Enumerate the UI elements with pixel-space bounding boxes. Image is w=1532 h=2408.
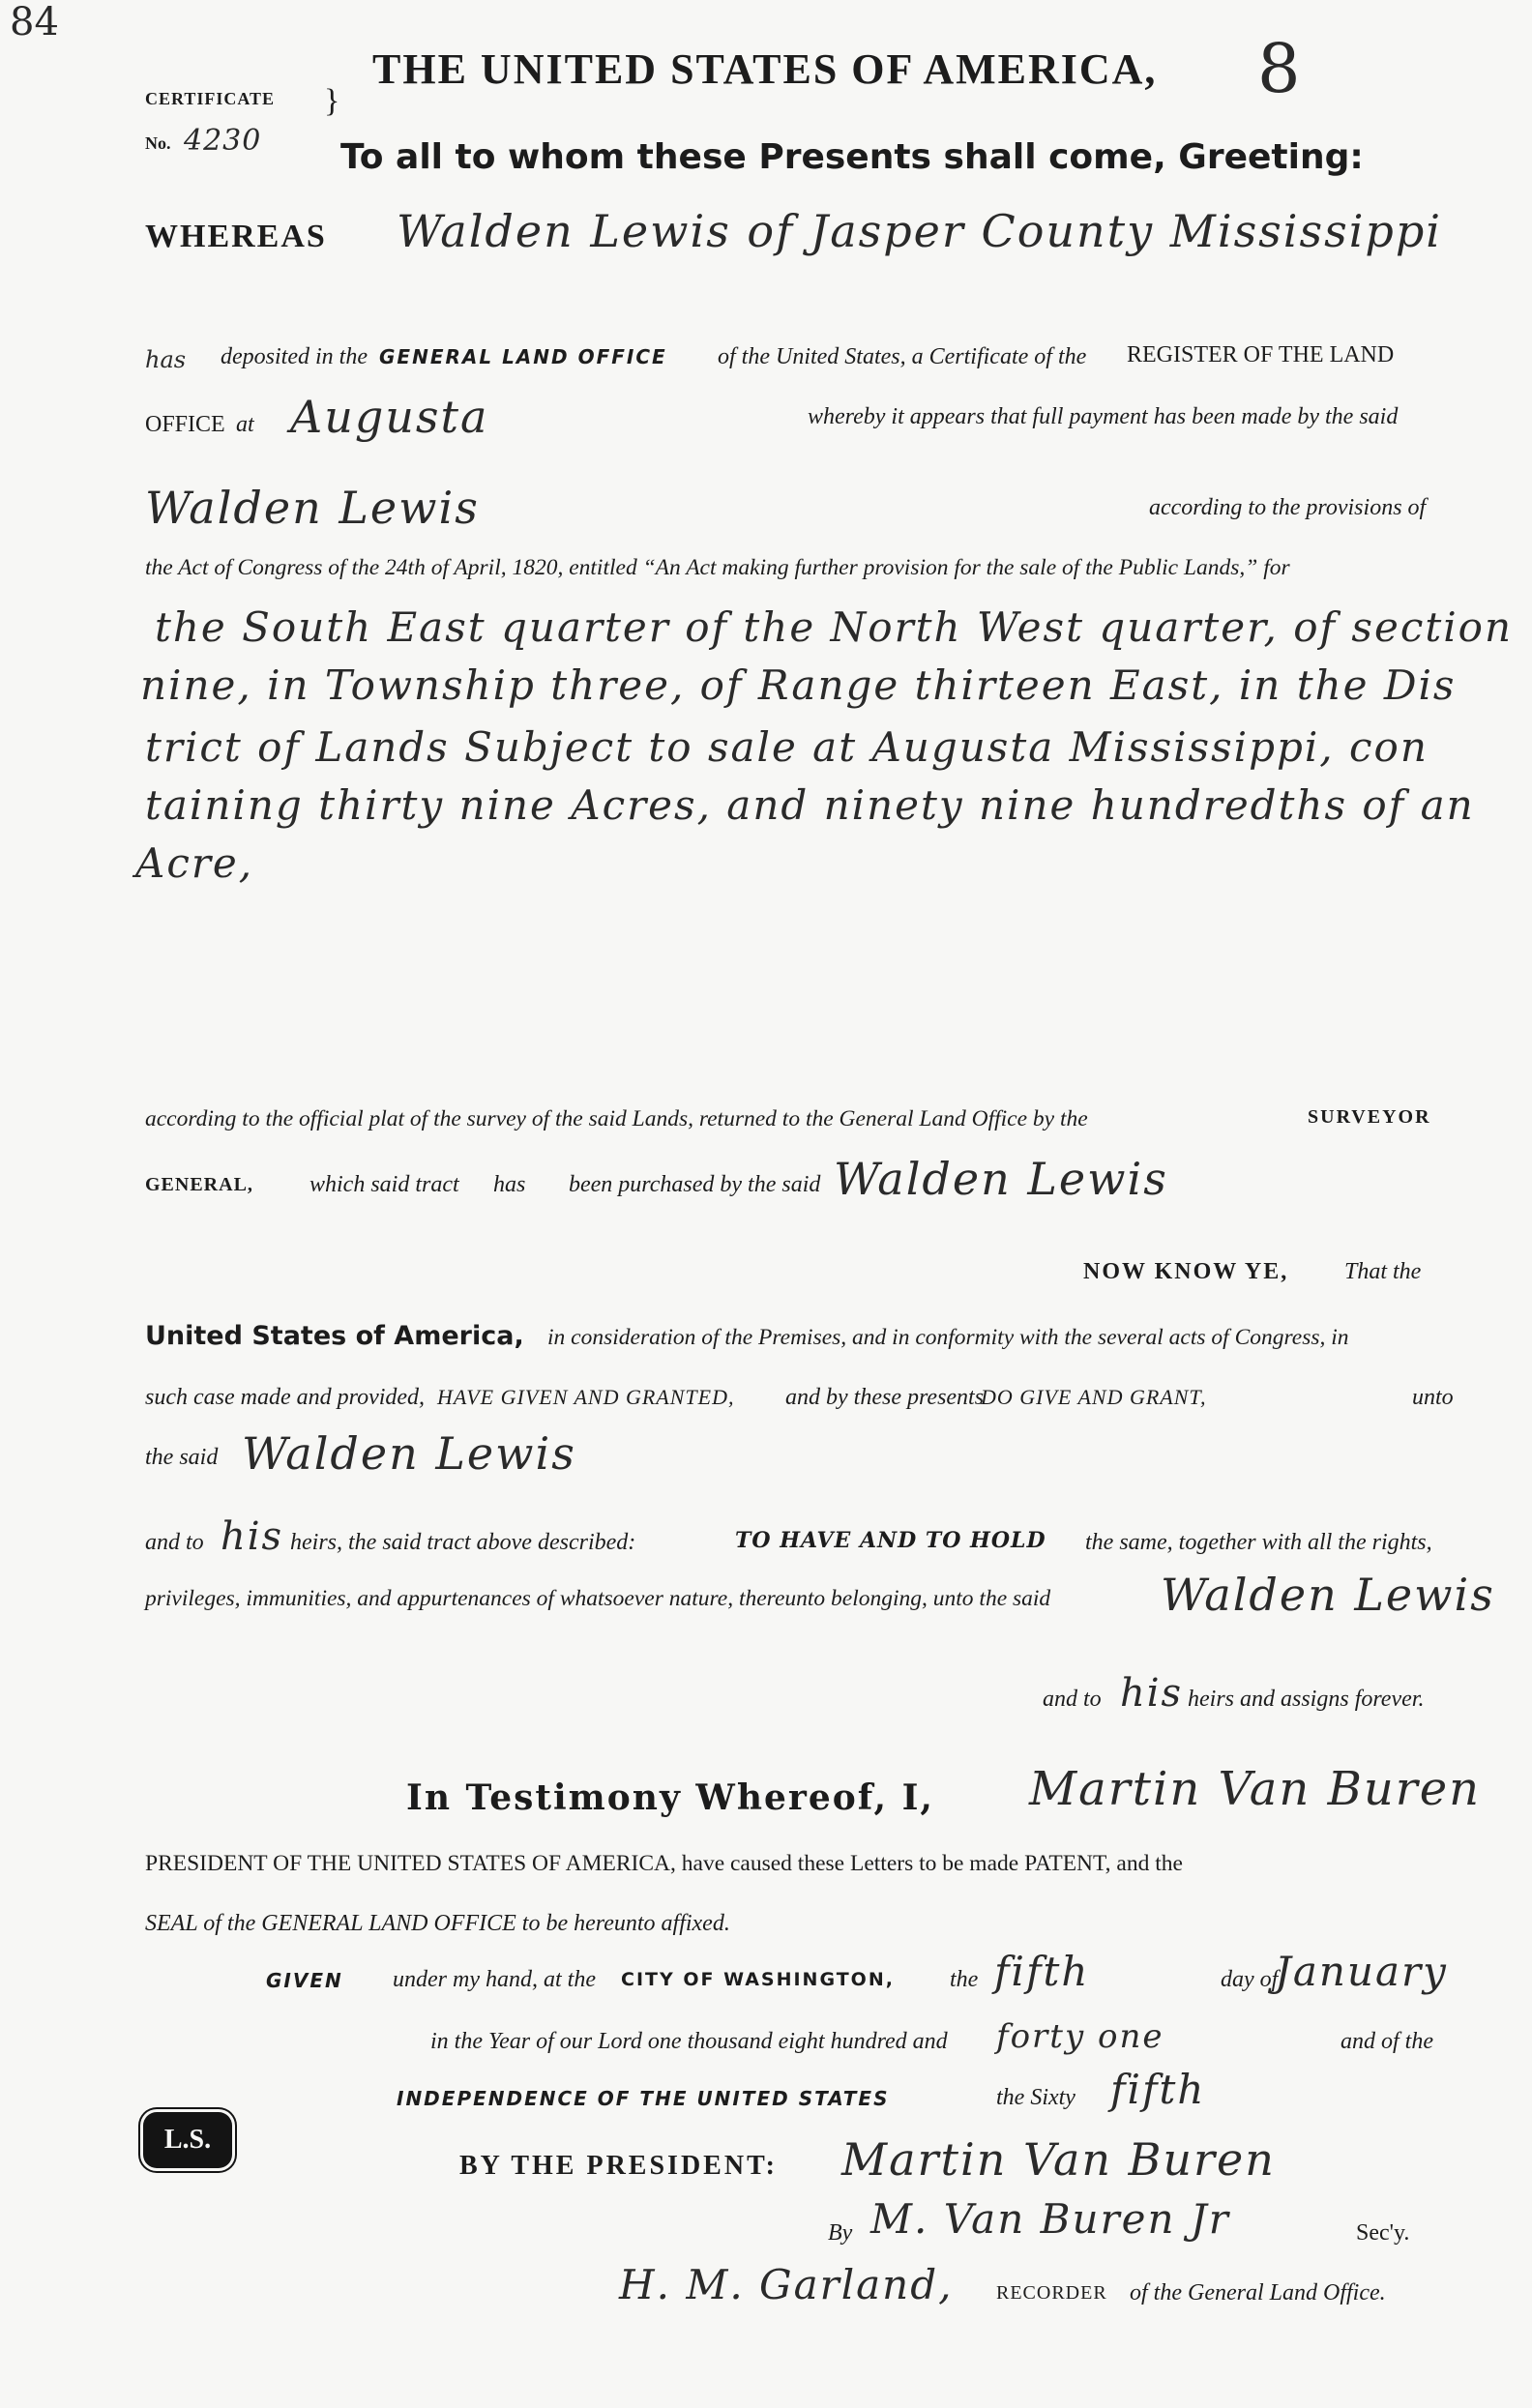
day-value: fifth: [994, 1948, 1090, 1995]
in-testimony-text: In Testimony Whereof, I,: [406, 1777, 934, 1818]
such-case-text: such case made and provided,: [145, 1385, 426, 1410]
recorder-label: RECORDER: [996, 2282, 1107, 2304]
to-have-and-to-hold: TO HAVE AND TO HOLD: [735, 1528, 1046, 1553]
register-text: REGISTER OF THE LAND: [1127, 342, 1395, 367]
and-to-text-2: and to: [1043, 1687, 1102, 1712]
land-description-line: the South East quarter of the North West quarter, of section: [155, 603, 1514, 651]
certificate-label: CERTIFICATE: [145, 89, 276, 108]
plat-has: has: [493, 1172, 526, 1197]
unto-text: unto: [1412, 1385, 1454, 1410]
do-give-text: DO GIVE AND GRANT,: [981, 1385, 1207, 1409]
by-these-text: and by these presents: [785, 1385, 985, 1410]
president-signature-2: Martin Van Buren: [841, 2133, 1276, 2186]
payer-name: Walden Lewis: [145, 482, 480, 534]
purchaser-name: Walden Lewis: [834, 1153, 1168, 1205]
given-text: GIVEN: [266, 1969, 343, 1992]
has-word: has: [145, 346, 187, 373]
bracket-mark: }: [324, 83, 340, 119]
whereas-label: WHEREAS: [145, 219, 327, 254]
by-text: By: [828, 2220, 853, 2246]
grantee-line: Walden Lewis of Jasper County Mississippi: [397, 205, 1443, 257]
under-hand-text: under my hand, at the: [393, 1967, 596, 1992]
month-value: January: [1275, 1948, 1448, 1995]
deposit-text-1: deposited in the: [221, 344, 368, 369]
that-the-text: That the: [1344, 1259, 1422, 1284]
seal-ls: [143, 2112, 232, 2168]
privileges-text: privileges, immunities, and appurtenances of whatsoever nature, thereunto belonging, unto the said: [145, 1586, 1051, 1611]
president-signature: Martin Van Buren: [1029, 1762, 1482, 1816]
testimony-line-1: PRESIDENT OF THE UNITED STATES OF AMERICA, have caused these Letters to be made PATENT, and the: [145, 1851, 1183, 1876]
grantee-name: Walden Lewis: [242, 1427, 576, 1480]
assigns-text: heirs and assigns forever.: [1188, 1687, 1425, 1712]
sixty-value: fifth: [1110, 2066, 1206, 2113]
glo-text: GENERAL LAND OFFICE: [379, 345, 667, 368]
independence-text: INDEPENDENCE OF THE UNITED STATES: [397, 2087, 890, 2110]
page-number: 84: [10, 0, 59, 44]
act-text: the Act of Congress of the 24th of April, 1820, entitled “An Act making further provision for the sale of the Public Lands,” for: [145, 555, 1290, 580]
the-said-text: the said: [145, 1445, 219, 1470]
land-description-line: nine, in Township three, of Range thirteen East, in the Dis: [140, 661, 1457, 709]
consideration-text: in consideration of the Premises, and in conformity with the several acts of Congress, in: [547, 1325, 1349, 1350]
whereby-text: whereby it appears that full payment has been made by the said: [808, 404, 1399, 429]
corner-mark: 8: [1257, 29, 1303, 108]
same-text: the same, together with all the rights,: [1085, 1530, 1432, 1555]
certificate-number: 4230: [184, 124, 262, 158]
land-description-line: trict of Lands Subject to sale at Augusta Mississippi, con: [145, 723, 1429, 771]
office-text: OFFICE: [145, 412, 225, 437]
land-description-line: Acre,: [135, 839, 254, 887]
plat-text-3: been purchased by the said: [569, 1172, 821, 1197]
heirs-text: heirs, the said tract above described:: [290, 1530, 636, 1555]
day-of-text: day of: [1221, 1967, 1279, 1992]
year-value: forty one: [996, 2017, 1164, 2056]
plat-text-2: which said tract: [309, 1172, 459, 1197]
have-given-text: HAVE GIVEN AND GRANTED,: [437, 1385, 735, 1409]
provisions-text: according to the provisions of: [1149, 495, 1427, 520]
general-text: GENERAL,: [145, 1174, 253, 1195]
testimony-line-2: SEAL of the GENERAL LAND OFFICE to be hereunto affixed.: [145, 1911, 730, 1936]
his-2: his: [1120, 1671, 1184, 1716]
by-the-president: BY THE PRESIDENT:: [459, 2151, 778, 2181]
land-description-line: taining thirty nine Acres, and ninety nine hundredths of an: [145, 781, 1475, 829]
plat-text-1: according to the official plat of the survey of the said Lands, returned to the General Land Office by the: [145, 1106, 1088, 1131]
salutation: To all to whom these Presents shall come, Greeting:: [340, 137, 1364, 177]
usa-text: United States of America,: [145, 1321, 524, 1351]
secy-text: Sec'y.: [1356, 2220, 1410, 2246]
and-of-the-text: and of the: [1340, 2029, 1433, 2054]
grantee-name-2: Walden Lewis: [1161, 1569, 1495, 1621]
year-text: in the Year of our Lord one thousand eight hundred and: [430, 2029, 948, 2054]
the-sixty-text: the Sixty: [996, 2085, 1075, 2110]
recorder-rest: of the General Land Office.: [1130, 2280, 1386, 2305]
land-office-place: Augusta: [290, 391, 489, 443]
the-text: the: [950, 1967, 979, 1992]
seal-ls-text: L.S.: [163, 2125, 212, 2155]
at-text: at: [236, 412, 254, 437]
now-know-ye: NOW KNOW YE,: [1083, 1259, 1289, 1284]
document-title: THE UNITED STATES OF AMERICA,: [372, 45, 1158, 93]
recorder-signature: H. M. Garland,: [619, 2261, 954, 2308]
his-1: his: [221, 1514, 284, 1559]
surveyor-text: SURVEYOR: [1308, 1106, 1431, 1128]
city-text: CITY OF WASHINGTON,: [621, 1969, 895, 1990]
secretary-signature: M. Van Buren Jr: [870, 2195, 1230, 2243]
deposit-text-2: of the United States, a Certificate of the: [718, 344, 1087, 369]
certificate-number-label: No.: [145, 133, 171, 153]
and-to-text: and to: [145, 1530, 204, 1555]
